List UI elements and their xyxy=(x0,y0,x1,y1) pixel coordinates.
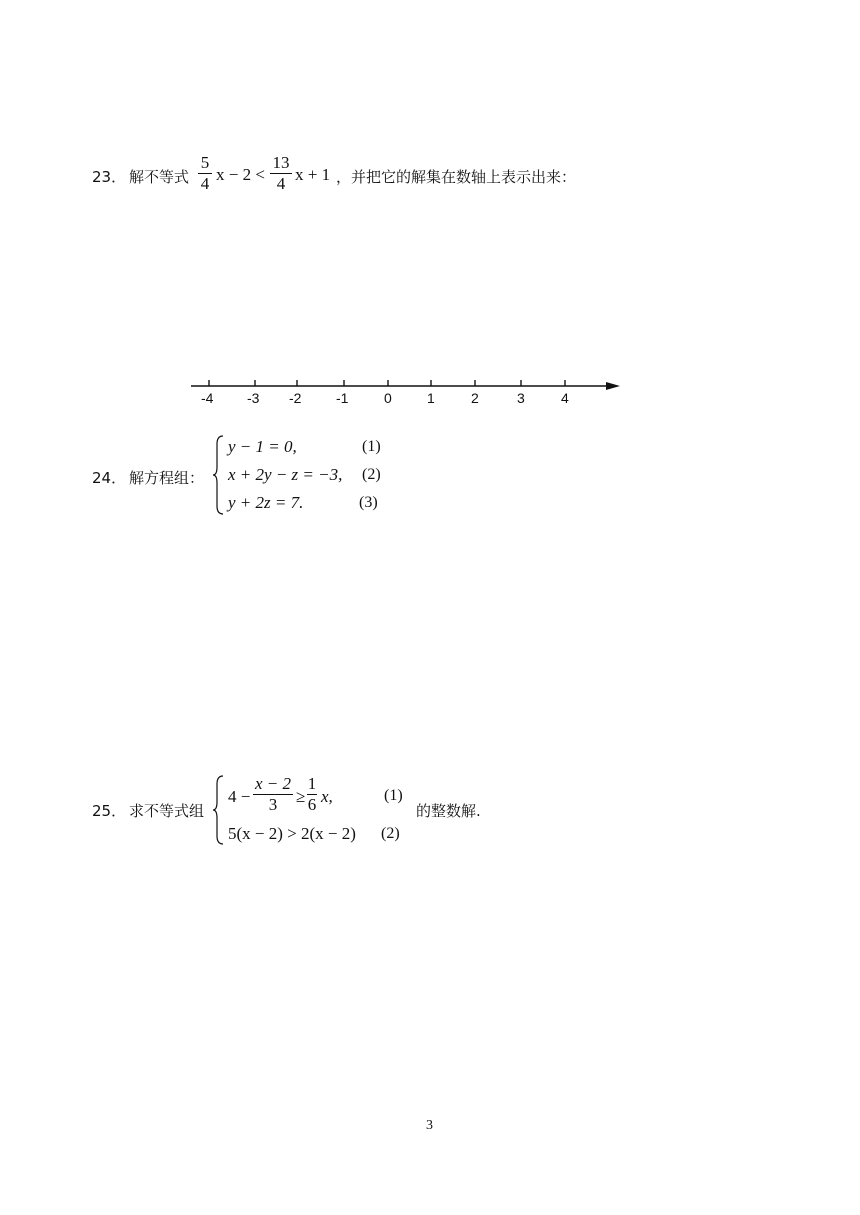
q25-ge-sign: ≥ xyxy=(296,787,306,806)
page-number: 3 xyxy=(426,1118,433,1133)
number-line-tick-label: -2 xyxy=(289,390,302,406)
q23-suffix: ，并把它的解集在数轴上表示出来： xyxy=(336,168,577,186)
q25-number: 25． xyxy=(92,802,127,820)
q25-inequality-2: 5(x − 2) > 2(x − 2) xyxy=(228,824,356,843)
q24-tag-2: (2) xyxy=(362,466,381,483)
q23-tail-expr: x + 1 xyxy=(295,165,331,184)
q25-tag-1: (1) xyxy=(384,787,403,804)
q23-middle-expr: x − 2 < xyxy=(216,165,265,184)
number-line-arrow-icon xyxy=(606,382,620,390)
q24-tag-1: (1) xyxy=(362,438,381,455)
q24-tag-3: (3) xyxy=(359,494,378,511)
q25-suffix: 的整数解. xyxy=(416,802,481,820)
q25-prefix: 求不等式组 xyxy=(129,802,205,820)
q23-prefix: 解不等式 xyxy=(129,168,190,186)
number-line-tick-label: 3 xyxy=(517,390,525,406)
q25-ineq1-tail: x, xyxy=(321,787,333,806)
q24-number: 24． xyxy=(92,469,127,487)
number-line-tick-label: 2 xyxy=(471,390,479,406)
number-line-tick-label: -4 xyxy=(201,390,214,406)
q25-left-brace-icon xyxy=(212,774,226,846)
q23-fraction-2: 13 4 xyxy=(269,153,293,194)
number-line-tick-label: -1 xyxy=(336,390,349,406)
q24-prefix: 解方程组： xyxy=(129,469,205,487)
q23-number: 23． xyxy=(92,168,127,186)
q24-equation-1: y − 1 = 0, xyxy=(228,437,297,456)
q24-left-brace-icon xyxy=(212,434,226,516)
q25-tag-2: (2) xyxy=(381,825,400,842)
q25-ineq1-lead: 4 − xyxy=(228,787,251,806)
number-line-tick-label: 4 xyxy=(561,390,569,406)
q24-equation-2: x + 2y − z = −3, xyxy=(228,465,343,484)
number-line-tick-label: 0 xyxy=(384,390,392,406)
number-line-tick-label: 1 xyxy=(427,390,435,406)
q24-equation-3: y + 2z = 7. xyxy=(228,493,304,512)
q23-fraction-1: 5 4 xyxy=(197,153,213,194)
number-line-tick-label: -3 xyxy=(247,390,260,406)
q25-ineq1-fraction-2: 1 6 xyxy=(307,774,317,814)
q25-ineq1-fraction: x − 2 3 xyxy=(254,774,292,814)
